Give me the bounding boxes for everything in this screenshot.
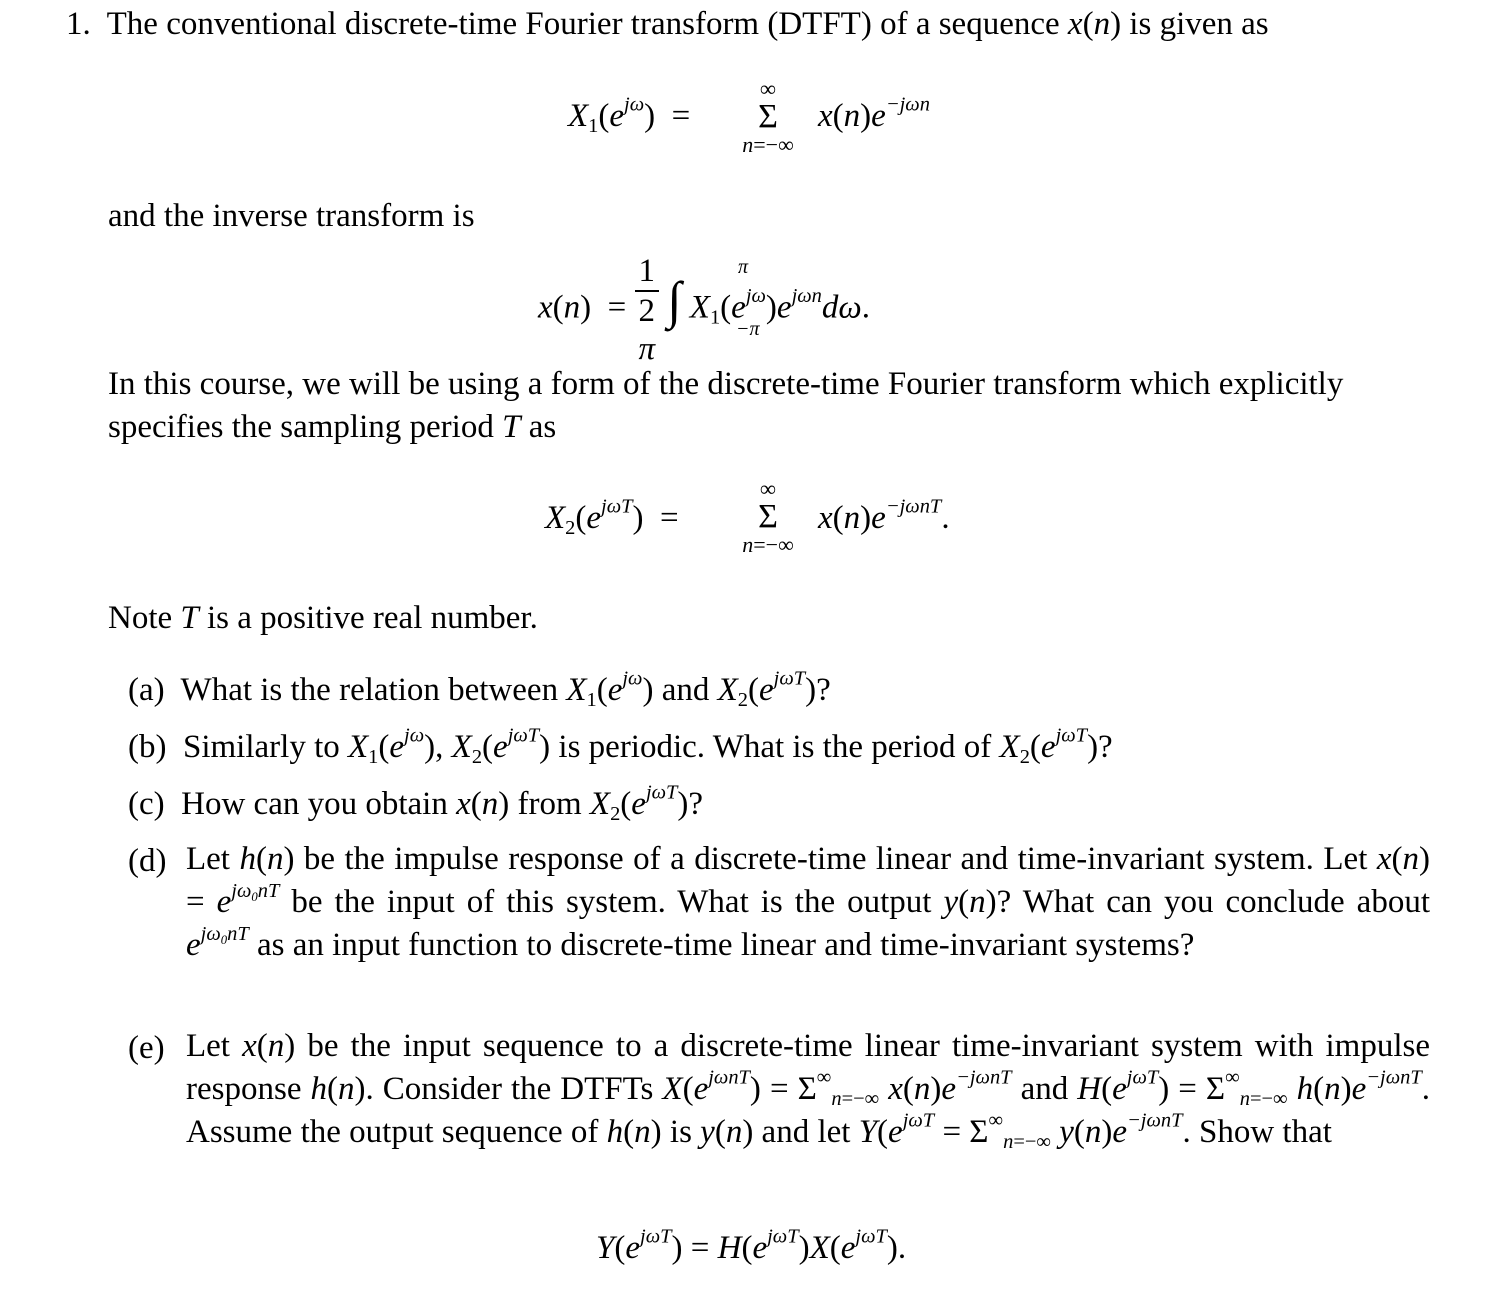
inverse-text: and the inverse transform is (108, 198, 475, 234)
equation-dtft-T: $X_2(e^{j\omega T})$ = (545, 495, 679, 540)
sum-symbol: ∞ Σ n=−∞ (742, 76, 794, 157)
equation-dtft: $X_1(e^{j\omega})$ = (568, 93, 691, 138)
part-label: (b) (128, 729, 167, 765)
equation-inverse: x(n) = 1 2 π ∫ $X_1(e^{j\omega})e^{j\omega n}d\omega$. (538, 253, 870, 367)
part-e-label: (e) (128, 1030, 165, 1066)
note-text: Note T is a positive real number. (108, 600, 538, 636)
part-d-label: (d) (128, 843, 167, 879)
part-d: Let h(n) be the impulse response of a discrete-time linear and time-invariant system. Let $x(n) = e^{j\omega_0nT}$ be the input of this system. What is the output y(n)? What can you conclude about $e^{j\omega_0nT}$ as an input function to discrete-time linear and time-invariant systems? (186, 841, 1430, 963)
part-b: (b) Similarly to $X_1(e^{j\omega})$, $X_2(e^{j\omega T})$ is periodic. What is the period of $X_2(e^{j\omega T})$? (128, 724, 1113, 769)
part-label: (a) (128, 672, 165, 708)
equation-dtft-T-term: $x(n)e^{-j\omega nT}$. (818, 495, 950, 536)
problem-number: 1. (66, 6, 91, 42)
part-c: (c) How can you obtain x(n) from $X_2(e^{j\omega T})$? (128, 781, 704, 826)
course-text-1: In this course, we will be using a form of the discrete-time Fourier transform which explicitly (108, 366, 1344, 402)
part-e: Let x(n) be the input sequence to a discrete-time linear time-invariant system with impulse response h(n). Consider the DTFTs $X(e^{j\omega nT}) = \Sigma^\infty_{n=-\infty}$ $x(n)e^{-j\omega nT}$ and $H(e^{j\omega T}) = \Sigma^\infty_{n=-\infty}$ $h(n)e^{-j\omega nT}$. Assume the output sequence of h(n) is y(n) and let $Y(e^{j\omega T} = \Sigma^\infty_{n=-\infty}$ $y(n)e^{-j\omega nT}$. Show that (186, 1028, 1430, 1154)
integral-upper-limit: π (738, 256, 749, 278)
course-text-2: specifies the sampling period T as (108, 409, 557, 445)
equation-dtft-term: $x(n)e^{-j\omega n}$ (818, 93, 930, 134)
part-label: (c) (128, 786, 165, 822)
integral-lower-limit: −π (736, 318, 760, 340)
part-a: (a) What is the relation between $X_1(e^{j\omega})$ and $X_2(e^{j\omega T})$? (128, 667, 831, 712)
sum-symbol-2: ∞ Σ n=−∞ (742, 476, 794, 557)
equation-convolution: $Y(e^{j\omega T}) = H(e^{j\omega T})X(e^{j\omega T})$. (596, 1225, 907, 1266)
problem-intro: 1. The conventional discrete-time Fourier transform (DTFT) of a sequence x(n) is given as (66, 6, 1269, 42)
